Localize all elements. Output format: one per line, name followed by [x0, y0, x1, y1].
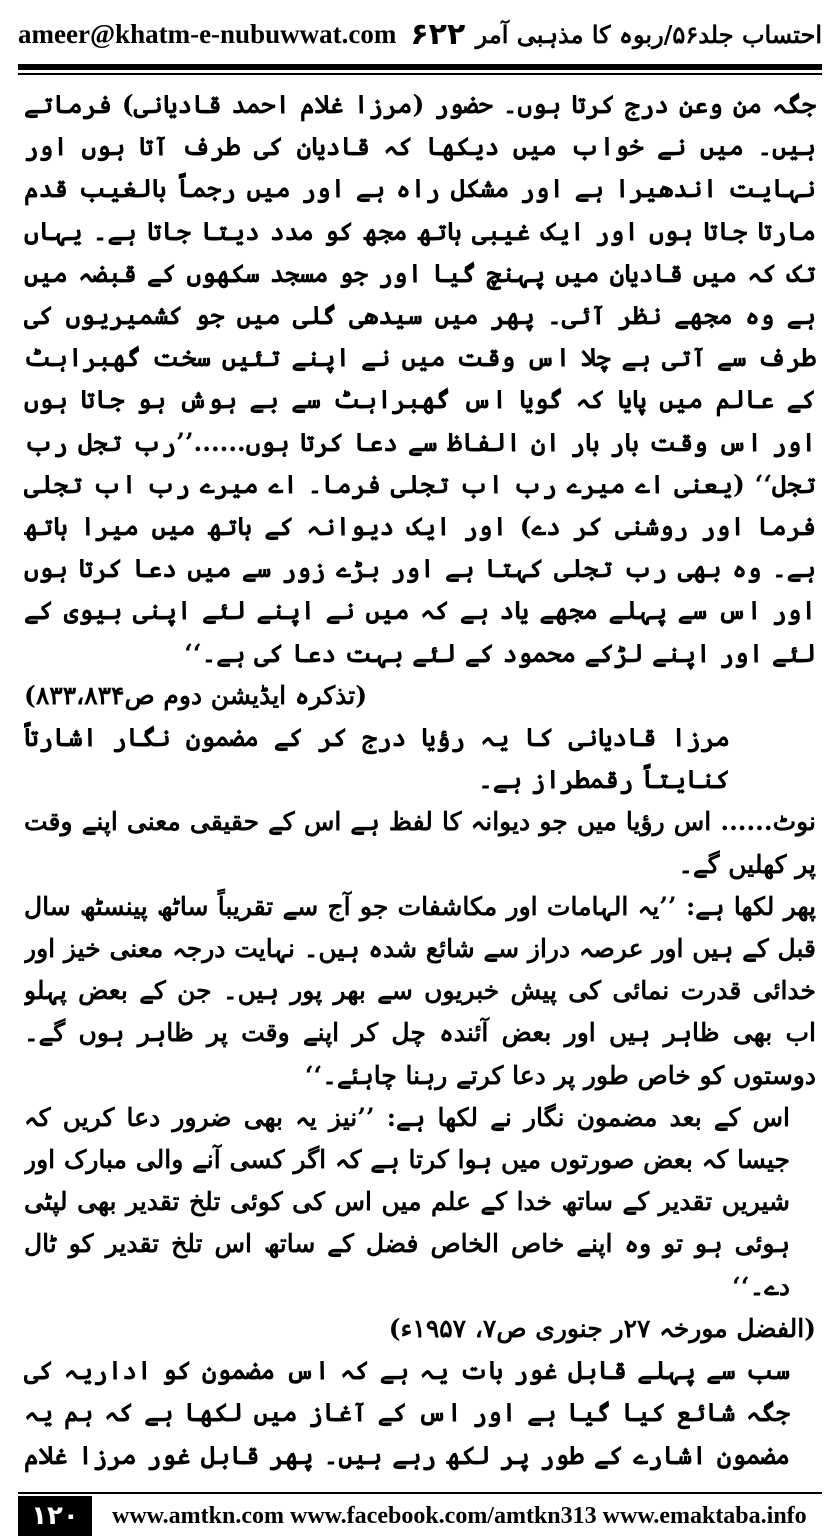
header-email[interactable]: ameer@khatm-e-nubuwwat.com [18, 18, 397, 49]
paragraph-4: اس کے بعد مضمون نگار نے لکھا ہے: ’’نیز یہ بھی ضرور دعا کریں کہ جیسا کہ بعض صورتوں میں ہوا کرتا ہے کہ اگر کسی آنے والی مبارک اور شیریں تقدیر کے ساتھ خدا کے علم میں اس کی کوئی تلخ تقدیر بھی لپٹی ہوئی ہو تو وہ اپنے خاص الخاص فضل کے ساتھ اس تلخ تقدیر کو ٹال دے۔‘‘ [24, 1102, 790, 1301]
paragraph-1: جگہ من وعن درج کرتا ہوں۔ حضور (مرزا غلام احمد قادیانی) فرماتے ہیں۔ میں نے خواب میں دیکھا کہ قادیان کی طرف آتا ہوں اور نہایت اندھیرا ہے اور مشکل راہ ہے اور میں رجماً بالغیب قدم مارتا جاتا ہوں اور ایک غیبی ہاتھ مجھ کو مدد دیتا جاتا ہے۔ یہاں تک کہ میں قادیان میں پہنچ گیا اور جو مسجد سکھوں کے قبضہ میں ہے وہ مجھے نظر آئی۔ پھر میں سیدھی گلی میں جو کشمیریوں کی طرف سے آتی ہے چلا اس وقت میں نے اپنے تئیں سخت گھبراہٹ کے عالم میں پایا کہ گویا اس گھبراہٹ سے بے ہوش ہو جاتا ہوں اور اس وقت بار بار ان الفاظ سے دعا کرتا ہوں......’’رب تجل رب تجل‘‘ (یعنی اے میرے رب اب تجلی فرما۔ اے میرے رب اب تجلی فرما اور روشنی کر دے) اور ایک دیوانہ کے ہاتھ میں میرا ہاتھ ہے۔ وہ بھی رب تجلی کہتا ہے اور بڑے زور سے میں دعا کرتا ہوں اور اس سے پہلے مجھے یاد ہے کہ میں نے اپنے لئے اپنی بیوی کے لئے اور اپنے لڑکے محمود کے لئے بہت دعا کی ہے۔‘‘ [24, 90, 816, 668]
note-paragraph: نوٹ...... اس رؤیا میں جو دیوانہ کا لفظ ہے اس کے حقیقی معنی اپنے وقت پر کھلیں گے۔ [24, 807, 816, 879]
header-page-number: ۶۲۲ [410, 16, 466, 52]
header-rule-thick [18, 64, 822, 70]
page-body [24, 84, 816, 1484]
page-header [18, 8, 822, 60]
paragraph-2: مرزا قادیانی کا یہ رؤیا درج کر کے مضمون نگار اشارتاً کنایتاً رقمطراز ہے۔ [24, 723, 730, 795]
reference-tazkira: (تذکرہ ایڈیشن دوم ص۸۳۳،۸۳۴) [24, 680, 368, 710]
book-title: احتساب جلد۵۶/ربوہ کا مذہبی آمر [475, 19, 822, 49]
reference-row-1 [24, 675, 816, 717]
footer-rule [18, 1492, 822, 1494]
reference-alfazl: (الفضل مورخہ ۲۷ر جنوری ص۷، ۱۹۵۷ء) [388, 1313, 816, 1343]
footer-websites[interactable]: www.amtkn.com www.facebook.com/amtkn313 www.emaktaba.info [112, 1502, 807, 1529]
header-left [18, 17, 465, 52]
header-rule-thin [18, 73, 822, 75]
footer-page-number: ۱۲۰ [18, 1496, 92, 1536]
paragraph-5: سب سے پہلے قابل غور بات یہ ہے کہ اس مضمون کو اداریہ کی جگہ شائع کیا گیا ہے اور اس کے آغاز میں لکھا ہے کہ ہم یہ مضمون اشارے کے طور پر لکھ رہے ہیں۔ پھر قابل غور مرزا غلام [24, 1356, 790, 1470]
paragraph-3: پھر لکھا ہے: ’’یہ الہامات اور مکاشفات جو آج سے تقریباً ساٹھ پینسٹھ سال قبل کے ہیں اور عرصہ دراز سے شائع شدہ ہیں۔ نہایت درجہ معنی خیز اور خدائی قدرت نمائی کی پیش خبریوں سے بھر پور ہیں۔ جن کے بعض پہلو اب بھی ظاہر ہیں اور بعض آئندہ چل کر اپنے وقت پر ظاہر ہوں گے۔ دوستوں کو خاص طور پر دعا کرتے رہنا چاہئے۔‘‘ [24, 891, 816, 1090]
page-footer [18, 1495, 822, 1537]
